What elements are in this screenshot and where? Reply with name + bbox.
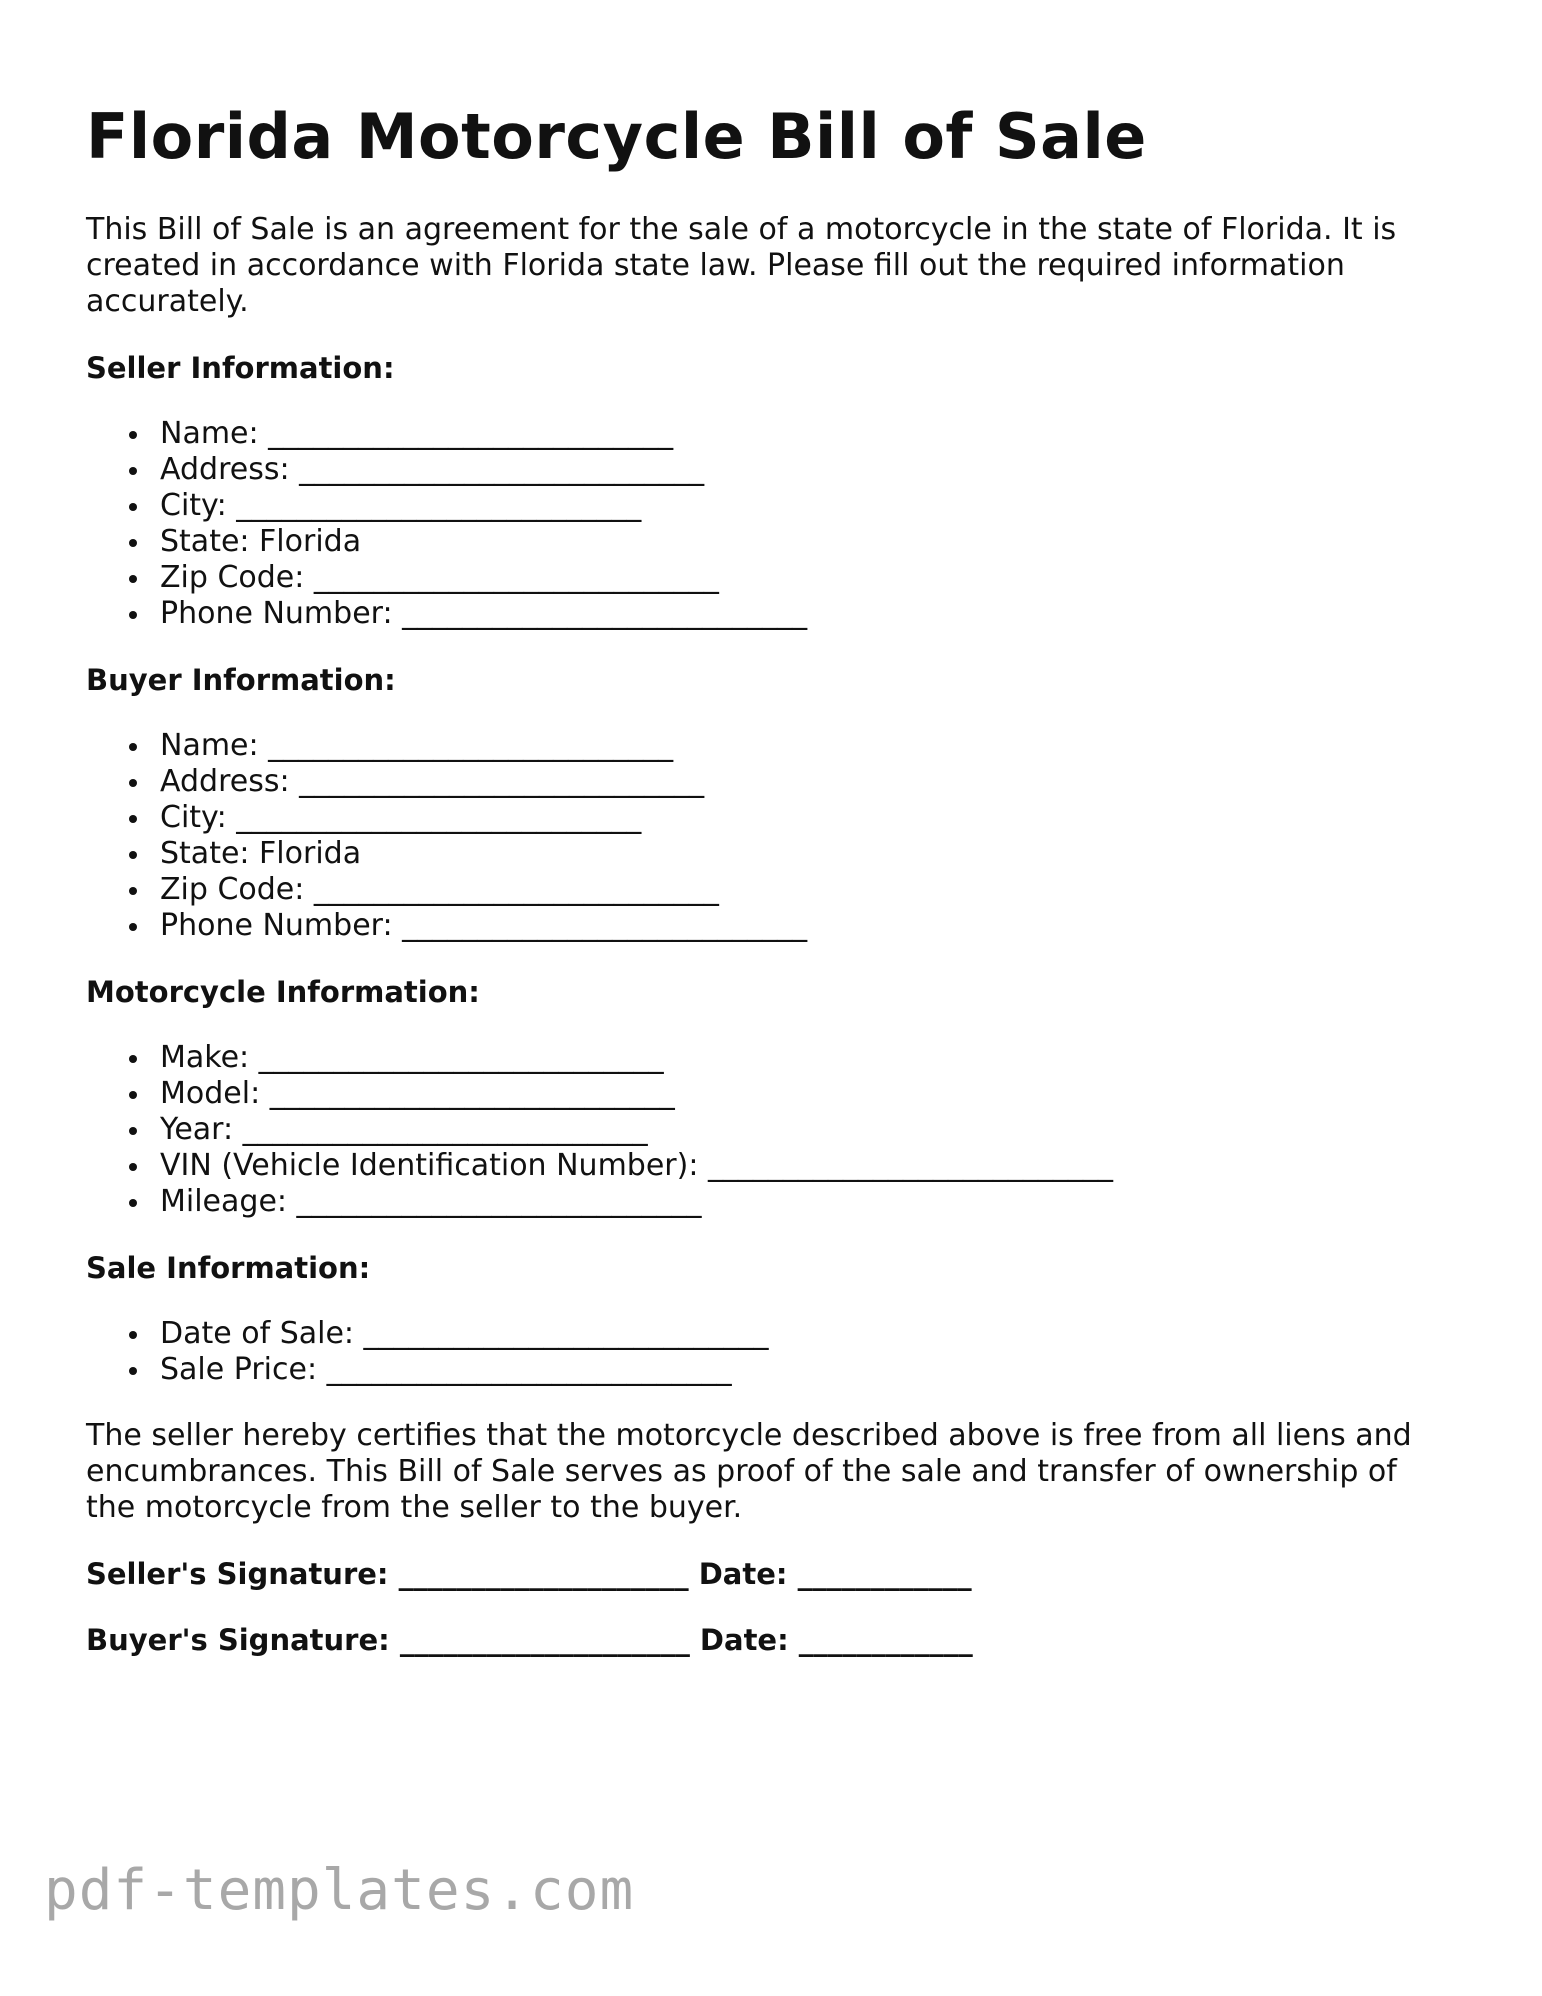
document bbox=[86, 100, 1446, 1658]
motorcycle-mileage-field: Mileage: ___________________________ bbox=[160, 1184, 1446, 1220]
buyer-zip-field: Zip Code: ___________________________ bbox=[160, 872, 1446, 908]
sale-list bbox=[86, 1316, 1446, 1388]
sale-price-field: Sale Price: ___________________________ bbox=[160, 1352, 1446, 1388]
motorcycle-model-field: Model: ___________________________ bbox=[160, 1076, 1446, 1112]
buyer-name-field: Name: ___________________________ bbox=[160, 728, 1446, 764]
page-title: Florida Motorcycle Bill of Sale bbox=[86, 100, 1147, 173]
intro-paragraph: This Bill of Sale is an agreement for the sale of a motorcycle in the state of Florida. It is created in accordance with Florida state law. Please fill out the required information accurately. bbox=[86, 212, 1397, 320]
buyer-state-field: State: Florida bbox=[160, 836, 1446, 872]
motorcycle-vin-field: VIN (Vehicle Identification Number): ___________________________ bbox=[160, 1148, 1446, 1184]
seller-heading: Seller Information: bbox=[86, 351, 395, 386]
motorcycle-year-field: Year: ___________________________ bbox=[160, 1112, 1446, 1148]
motorcycle-heading: Motorcycle Information: bbox=[86, 975, 480, 1010]
seller-phone-field: Phone Number: ___________________________ bbox=[160, 596, 1446, 632]
sale-date-field: Date of Sale: ___________________________ bbox=[160, 1316, 1446, 1352]
buyer-city-field: City: ___________________________ bbox=[160, 800, 1446, 836]
motorcycle-make-field: Make: ___________________________ bbox=[160, 1040, 1446, 1076]
seller-state-field: State: Florida bbox=[160, 524, 1446, 560]
seller-list bbox=[86, 416, 1446, 632]
buyer-heading: Buyer Information: bbox=[86, 663, 396, 698]
buyer-phone-field: Phone Number: ___________________________ bbox=[160, 908, 1446, 944]
seller-zip-field: Zip Code: ___________________________ bbox=[160, 560, 1446, 596]
seller-address-field: Address: ___________________________ bbox=[160, 452, 1446, 488]
motorcycle-list bbox=[86, 1040, 1446, 1220]
seller-city-field: City: ___________________________ bbox=[160, 488, 1446, 524]
closing-paragraph: The seller hereby certifies that the motorcycle described above is free from all liens and encumbrances. This Bill of Sale serves as proof of the sale and transfer of ownership of the motorcycle from the seller to the buyer. bbox=[86, 1418, 1412, 1526]
sale-heading: Sale Information: bbox=[86, 1251, 371, 1286]
buyer-signature-line: Buyer's Signature: ____________________ Date: ____________ bbox=[86, 1623, 973, 1658]
buyer-address-field: Address: ___________________________ bbox=[160, 764, 1446, 800]
buyer-list bbox=[86, 728, 1446, 944]
seller-signature-line: Seller's Signature: ____________________ Date: ____________ bbox=[86, 1557, 972, 1592]
seller-name-field: Name: ___________________________ bbox=[160, 416, 1446, 452]
watermark: pdf-templates.com bbox=[44, 1858, 635, 1923]
